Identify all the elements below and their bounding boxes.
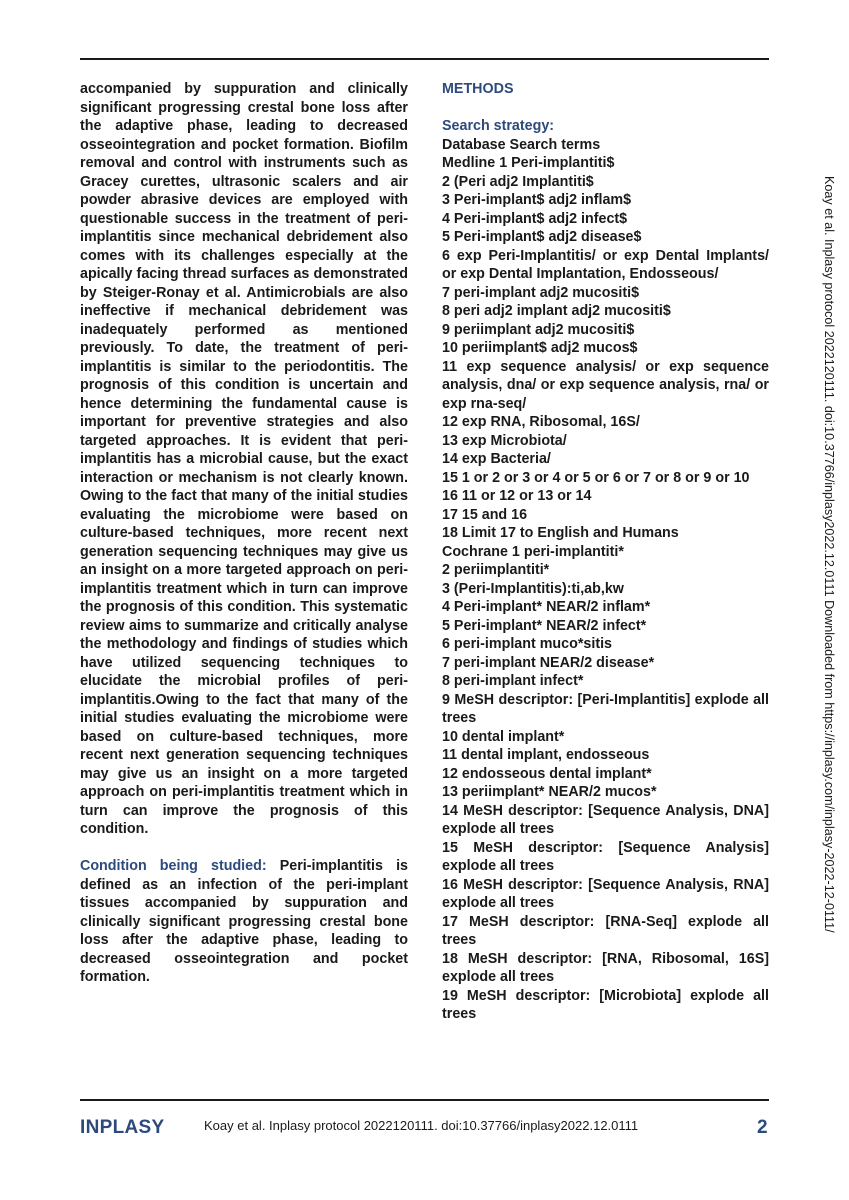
search-term-line: 4 Peri-implant* NEAR/2 inflam* bbox=[442, 599, 651, 615]
left-column bbox=[80, 80, 408, 987]
search-term-line: 4 Peri-implant$ adj2 infect$ bbox=[442, 210, 628, 227]
search-term-line: 15 1 or 2 or 3 or 4 or 5 or 6 or 7 or 8 or 9 or 10 bbox=[442, 469, 750, 486]
intro-paragraph: accompanied by suppuration and clinically significant progressing crestal bone loss after the adaptive phase, leading to decreased osseointegration and pocket formation. Biofilm removal and control with instruments such as Gracey curettes, ultrasonic scalers and air powder abrasive devices are employed with questionable success in the treatment of peri-implantitis since mechanical debridement also comes with its challenges especially at the apically facing thread surfaces as demonstrated by Steiger-Ronay et al. Antimicrobials are also ineffective if mechanical debridement was inadequately performed as mentioned previously. To date, the treatment of peri-implantitis is similar to the periodontitis. The prognosis of this condition is uncertain and hence determining the fundamental cause is important for preventive strategies and also targeted approaches. It is evident that peri-implantitis has a microbial cause, but the exact interaction or mechanism is not clearly known. Owing to the fact that many of the initial studies evaluating the microbiome were based on culture-based techniques, more recent next generation sequencing techniques may give us an insight on a more targeted approach on peri-implantitis treatment which in turn can improve the prognosis of this condition. This systematic review aims to summarize and critically analyse the methodology and findings of studies which have utilized sequencing techniques to elucidate the microbial profiles of peri-implantitis.Owing to the fact that many of the initial studies evaluating the microbiome were based on culture-based techniques, more recent next generation sequencing techniques may give us an insight on a more targeted approach on peri-implantitis treatment which in turn can improve the prognosis of this condition. bbox=[80, 81, 408, 837]
search-term-line: 15 MeSH descriptor: [Sequence Analysis] explode all trees bbox=[442, 839, 769, 874]
condition-paragraph bbox=[80, 857, 408, 987]
search-term-line: 16 11 or 12 or 13 or 14 bbox=[442, 488, 592, 504]
condition-heading: Condition being studied: bbox=[80, 858, 267, 874]
footer-citation: Koay et al. Inplasy protocol 2022120111. doi:10.37766/inplasy2022.12.0111 bbox=[204, 1118, 639, 1133]
search-term-line: 3 (Peri-Implantitis):ti,ab,kw bbox=[442, 580, 624, 597]
heading-spacer bbox=[442, 99, 769, 118]
search-term-line: 5 Peri-implant$ adj2 disease$ bbox=[442, 229, 642, 245]
search-term-line: 14 MeSH descriptor: [Sequence Analysis, DNA] explode all trees bbox=[442, 802, 769, 837]
search-term-line: Medline 1 Peri-implantiti$ bbox=[442, 155, 615, 171]
search-term-line: 7 peri-implant NEAR/2 disease* bbox=[442, 654, 655, 671]
search-term-line: 8 peri-implant infect* bbox=[442, 673, 584, 689]
search-term-line: 16 MeSH descriptor: [Sequence Analysis, RNA] explode all trees bbox=[442, 876, 769, 911]
search-term-line: 18 Limit 17 to English and Humans bbox=[442, 525, 679, 541]
bottom-rule bbox=[80, 1099, 769, 1101]
search-term-line: 18 MeSH descriptor: [RNA, Ribosomal, 16S] explode all trees bbox=[442, 950, 769, 985]
search-strategy-heading: Search strategy: bbox=[442, 118, 555, 134]
search-term-line: 3 Peri-implant$ adj2 inflam$ bbox=[442, 192, 632, 208]
search-term-line: 17 MeSH descriptor: [RNA-Seq] explode all trees bbox=[442, 913, 769, 948]
right-column bbox=[442, 80, 769, 1024]
search-term-line: 11 dental implant, endosseous bbox=[442, 747, 650, 763]
search-term-line: 13 periimplant* NEAR/2 mucos* bbox=[442, 784, 657, 800]
footer-brand: INPLASY bbox=[80, 1117, 165, 1138]
search-term-line: Cochrane 1 peri-implantiti* bbox=[442, 543, 624, 560]
search-term-line: 19 MeSH descriptor: [Microbiota] explode all trees bbox=[442, 987, 769, 1022]
side-download-note: Koay et al. Inplasy protocol 2022120111. doi:10.37766/inplasy2022.12.0111 Downloaded from https://inplasy.com/inplasy-2022-12-0111/ bbox=[822, 176, 836, 933]
condition-text: Peri-implantitis is defined as an infection of the peri-implant tissues accompanied by suppuration and clinically significant progressing crestal bone loss after the adaptive phase, leading to decreased osseointegration and pocket formation. bbox=[80, 858, 408, 985]
search-term-line: 12 exp RNA, Ribosomal, 16S/ bbox=[442, 414, 640, 430]
search-term-line: 10 dental implant* bbox=[442, 728, 565, 745]
search-term-line: 6 exp Peri-Implantitis/ or exp Dental Implants/ or exp Dental Implantation, Endosseous/ bbox=[442, 247, 769, 282]
page-number: 2 bbox=[757, 1117, 768, 1138]
methods-heading: METHODS bbox=[442, 81, 514, 97]
search-term-line: 2 periimplantiti* bbox=[442, 562, 550, 578]
search-term-line: 9 periimplant adj2 mucositi$ bbox=[442, 321, 635, 338]
search-term-line: 13 exp Microbiota/ bbox=[442, 432, 567, 449]
search-term-line: 9 MeSH descriptor: [Peri-Implantitis] explode all trees bbox=[442, 691, 769, 726]
search-term-line: 14 exp Bacteria/ bbox=[442, 451, 551, 467]
search-term-line: 6 peri-implant muco*sitis bbox=[442, 636, 613, 652]
paragraph-spacer bbox=[80, 839, 408, 858]
search-term-line: 5 Peri-implant* NEAR/2 infect* bbox=[442, 617, 647, 634]
search-term-line: 11 exp sequence analysis/ or exp sequence analysis, dna/ or exp sequence analysis, rna/ or exp rna-seq/ bbox=[442, 358, 769, 412]
top-rule bbox=[80, 58, 769, 60]
search-terms-list bbox=[442, 136, 769, 1024]
search-term-line: 2 (Peri adj2 Implantiti$ bbox=[442, 173, 594, 190]
search-term-line: Database Search terms bbox=[442, 136, 601, 153]
search-term-line: 12 endosseous dental implant* bbox=[442, 765, 652, 782]
search-term-line: 8 peri adj2 implant adj2 mucositi$ bbox=[442, 303, 671, 319]
search-term-line: 10 periimplant$ adj2 mucos$ bbox=[442, 340, 638, 356]
search-term-line: 7 peri-implant adj2 mucositi$ bbox=[442, 284, 640, 301]
search-term-line: 17 15 and 16 bbox=[442, 506, 528, 523]
